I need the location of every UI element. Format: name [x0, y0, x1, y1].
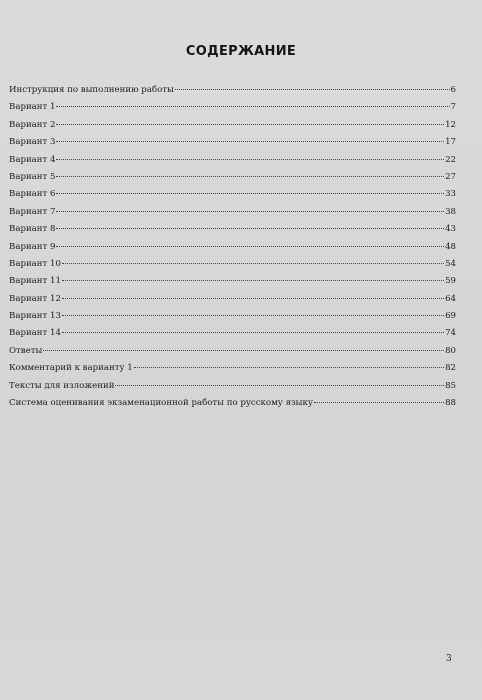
dot-leader [62, 315, 444, 316]
toc-entry-label: Вариант 9 [9, 241, 56, 252]
toc-entry-label: Вариант 12 [9, 293, 61, 304]
toc-entry[interactable] [9, 99, 456, 116]
toc-entry-label: Инструкция по выполнению работы [9, 85, 174, 95]
dot-leader [175, 89, 450, 90]
toc-entry-label: Вариант 14 [9, 328, 61, 339]
toc-entry[interactable] [9, 204, 456, 221]
toc-entry-page: 22 [445, 154, 456, 165]
dot-leader [56, 211, 444, 212]
toc-entry-label: Вариант 7 [9, 206, 56, 217]
toc-entry-page: 69 [445, 311, 456, 322]
toc-entry-label: Вариант 4 [9, 154, 56, 165]
toc-entry[interactable] [9, 256, 456, 273]
dot-leader [62, 263, 444, 264]
dot-leader [56, 228, 444, 229]
dot-leader [56, 141, 444, 142]
toc-entry-label: Вариант 5 [9, 171, 56, 182]
toc-entry-page: 38 [445, 206, 456, 217]
toc-entry[interactable] [9, 343, 456, 360]
dot-leader [62, 332, 444, 333]
dot-leader [56, 176, 444, 177]
toc-entry-label: Вариант 6 [9, 189, 56, 200]
toc-entry-page: 74 [445, 328, 456, 339]
toc-entry-page: 48 [445, 241, 456, 252]
toc-entry-page: 12 [445, 119, 456, 130]
toc-entry-page: 82 [445, 363, 456, 374]
toc-entry[interactable] [9, 117, 456, 134]
toc-entry-page: 54 [445, 258, 456, 269]
toc-entry-label: Вариант 11 [9, 276, 61, 287]
toc-entry[interactable] [9, 308, 456, 325]
toc-entry[interactable] [9, 186, 456, 203]
toc-entry-label: Вариант 8 [9, 224, 56, 235]
dot-leader [56, 193, 444, 194]
toc-entry[interactable] [9, 273, 456, 290]
toc-entry-page: 64 [445, 293, 456, 304]
dot-leader [115, 385, 444, 386]
dot-leader [62, 280, 444, 281]
toc-entry-label: Вариант 1 [9, 102, 56, 113]
toc-entry-label: Комментарий к варианту 1 [9, 363, 133, 374]
toc-entry[interactable] [9, 378, 456, 395]
toc-entry-page: 17 [445, 137, 456, 148]
toc-entry-label: Вариант 10 [9, 258, 61, 269]
toc-entry-page: 88 [445, 398, 456, 409]
dot-leader [134, 367, 444, 368]
toc-entry-label: Система оценивания экзаменационной работы по русскому языку [9, 398, 313, 409]
toc-entry[interactable] [9, 291, 456, 308]
toc-entry[interactable] [9, 134, 456, 151]
toc-entry[interactable] [9, 395, 456, 412]
dot-leader [62, 298, 444, 299]
toc-entry-label: Вариант 3 [9, 137, 56, 148]
toc-entry-label: Вариант 2 [9, 119, 56, 130]
table-of-contents [9, 82, 456, 412]
dot-leader [56, 246, 444, 247]
toc-entry[interactable] [9, 325, 456, 342]
toc-entry-page: 43 [445, 224, 456, 235]
toc-entry-page: 85 [445, 380, 456, 391]
toc-entry-page: 7 [450, 102, 456, 113]
dot-leader [56, 124, 444, 125]
toc-entry-label: Ответы [9, 345, 43, 356]
page-number: 3 [446, 654, 452, 664]
toc-entry-page: 6 [450, 85, 456, 95]
toc-entry-page: 27 [445, 171, 456, 182]
toc-entry-label: Вариант 13 [9, 311, 61, 322]
toc-entry[interactable] [9, 169, 456, 186]
toc-entry[interactable] [9, 360, 456, 377]
toc-entry[interactable] [9, 239, 456, 256]
toc-entry-label: Тексты для изложений [9, 380, 115, 391]
toc-entry[interactable] [9, 82, 456, 99]
dot-leader [43, 350, 444, 351]
toc-entry-page: 59 [445, 276, 456, 287]
dot-leader [56, 159, 444, 160]
toc-entry[interactable] [9, 221, 456, 238]
page-title: СОДЕРЖАНИЕ [185, 44, 297, 59]
dot-leader [314, 402, 444, 403]
toc-entry-page: 80 [445, 345, 456, 356]
toc-entry[interactable] [9, 152, 456, 169]
dot-leader [56, 106, 449, 107]
toc-entry-page: 33 [445, 189, 456, 200]
